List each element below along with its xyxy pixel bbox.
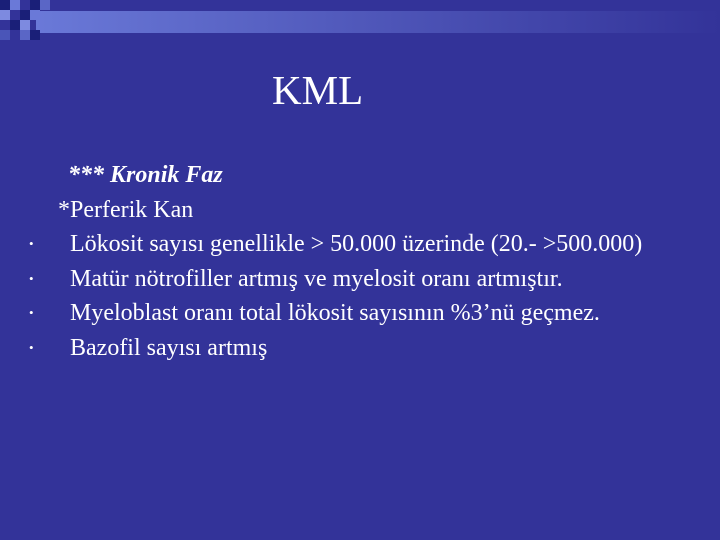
bullet-text: Lökosit sayısı genellikle > 50.000 üzerinde (20.- >500.000) (70, 231, 643, 257)
bullet-item (0, 262, 670, 297)
decor-square (10, 20, 20, 30)
decor-square (20, 10, 30, 20)
bullet-icon: • (29, 236, 34, 251)
decor-square (20, 30, 30, 40)
decor-square (0, 0, 10, 10)
header-gradient-bar (36, 11, 720, 33)
bullet-icon: • (29, 305, 34, 320)
decor-square (30, 10, 40, 20)
bullet-item (0, 227, 670, 262)
decor-square (10, 0, 20, 10)
bullet-icon: • (29, 270, 34, 286)
bullet-text: Myeloblast oranı total lökosit sayısının %3’nü geçmez. (70, 300, 600, 326)
bullet-icon: • (29, 339, 34, 355)
decor-square (0, 30, 10, 40)
decor-square (40, 0, 50, 10)
decor-square (30, 30, 40, 40)
bullet-item (0, 331, 670, 366)
decor-square (20, 20, 30, 30)
subheading: *** Kronik Faz (68, 162, 223, 188)
slide-body (0, 158, 720, 365)
bullet-text: Bazofil sayısı artmış (70, 334, 268, 361)
section-heading: *Perferik Kan (58, 196, 194, 223)
header-decoration (0, 0, 720, 50)
slide-title: KML (272, 67, 364, 113)
bullet-item (0, 296, 610, 331)
decor-square (0, 10, 10, 20)
bullet-text: Matür nötrofiller artmış ve myelosit oranı artmıştır. (70, 265, 563, 292)
decor-square (30, 0, 40, 10)
